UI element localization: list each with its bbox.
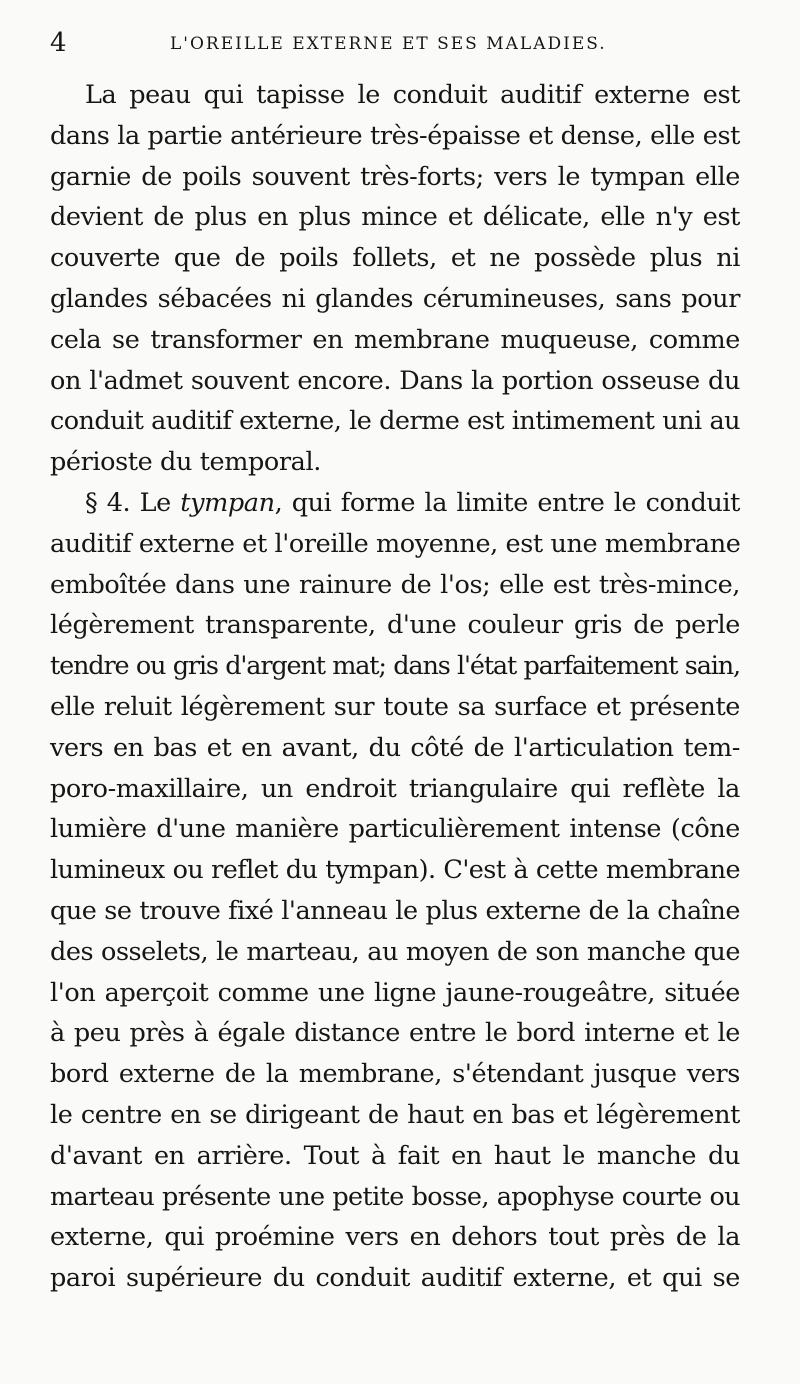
text-line: paroi supérieure du conduit auditif externe, et qui se (50, 1263, 740, 1294)
text-line: le centre en se dirigeant de haut en bas et légèrement (50, 1099, 740, 1130)
text-line: vers en bas et en avant, du côté de l'articulation tem- (50, 732, 740, 763)
text-line: poro-maxillaire, un endroit triangulaire qui reflète la (50, 773, 740, 804)
text-line: couverte que de poils follets, et ne possède plus ni (50, 243, 740, 274)
text-line: à peu près à égale distance entre le bord interne et le (50, 1018, 740, 1049)
text-line: légèrement transparente, d'une couleur gris de perle (50, 610, 740, 641)
text-line: d'avant en arrière. Tout à fait en haut le manche du (50, 1140, 740, 1171)
text-line: devient de plus en plus mince et délicate, elle n'y est (50, 202, 740, 233)
italic-term: tympan (180, 487, 275, 518)
section-mark: § 4. Le (85, 487, 181, 518)
text-line: elle reluit légèrement sur toute sa surface et présente (50, 691, 740, 722)
text-line: conduit auditif externe, le derme est intimement uni au (50, 406, 740, 437)
text-line: l'on aperçoit comme une ligne jaune-rougeâtre, située (50, 977, 740, 1008)
text-line-section-start (50, 483, 740, 524)
first-line-rest: , qui forme la limite entre le conduit (274, 487, 740, 518)
text-line: emboîtée dans une rainure de l'os; elle est très-mince, (50, 569, 740, 600)
text-line: La peau qui tapisse le conduit auditif externe est (85, 80, 740, 110)
text-line: on l'admet souvent encore. Dans la portion osseuse du (50, 365, 740, 396)
text-line: périoste du temporal. (50, 447, 321, 478)
text-line: garnie de poils souvent très-forts; vers le tympan elle (50, 161, 740, 192)
text-line: lumière d'une manière particulièrement intense (cône (50, 814, 740, 845)
paragraph-tympan (50, 483, 740, 1299)
body-text (50, 75, 740, 1299)
text-line: cela se transformer en membrane muqueuse, comme (50, 324, 740, 355)
text-line: lumineux ou reflet du tympan). C'est à cette membrane (50, 855, 740, 886)
running-title: L'OREILLE EXTERNE ET SES MALADIES. (170, 34, 607, 54)
text-line: glandes sébacées ni glandes cérumineuses, sans pour (50, 283, 740, 314)
text-line: des osselets, le marteau, au moyen de son manche que (50, 936, 740, 967)
text-line: marteau présente une petite bosse, apophyse courte ou (50, 1181, 740, 1212)
text-line: bord externe de la membrane, s'étendant jusque vers (50, 1059, 740, 1090)
page-number: 4 (50, 28, 67, 58)
text-line: externe, qui proémine vers en dehors tout près de la (50, 1222, 740, 1253)
paragraph-skin (50, 75, 740, 483)
text-line: dans la partie antérieure très-épaisse et dense, elle est (50, 120, 740, 151)
text-line: auditif externe et l'oreille moyenne, est une membrane (50, 528, 741, 559)
page-header (50, 28, 740, 58)
text-line: tendre ou gris d'argent mat; dans l'état parfaitement sain, (50, 651, 740, 682)
text-line: que se trouve fixé l'anneau le plus externe de la chaîne (50, 895, 740, 926)
